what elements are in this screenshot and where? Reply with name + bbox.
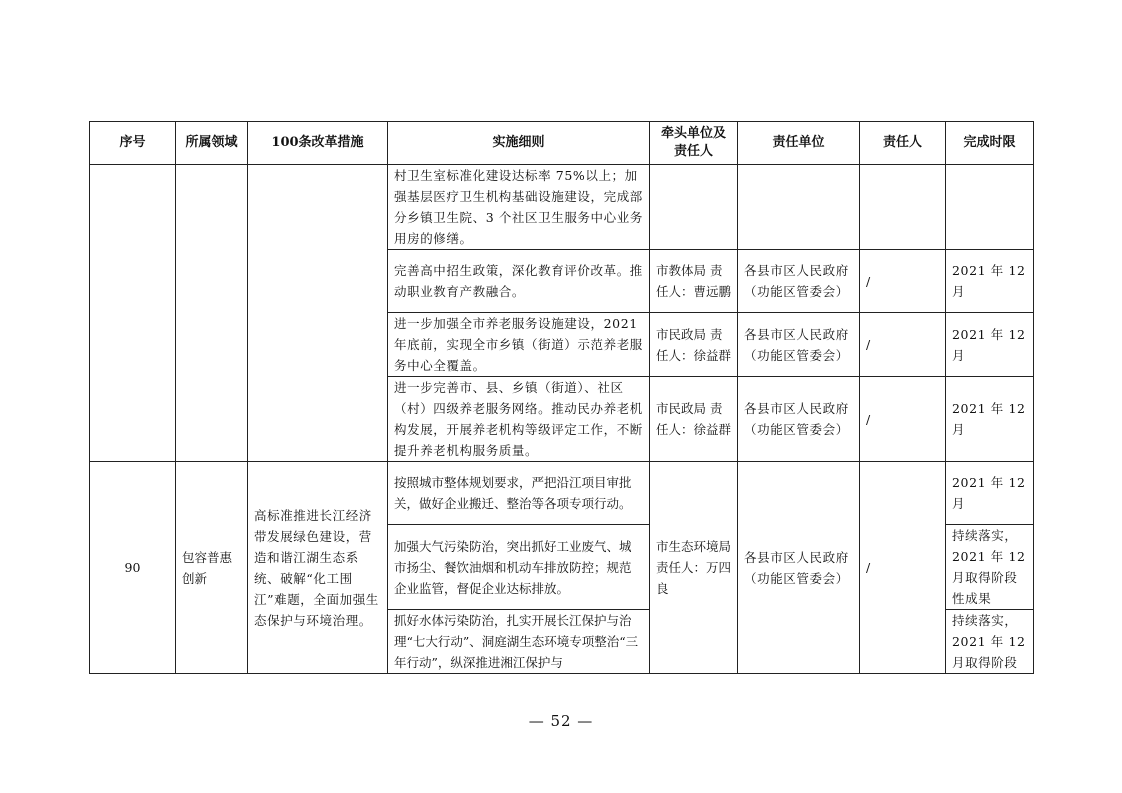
table-row [90,165,1034,250]
details-cell: 村卫生室标准化建设达标率 75%以上；加强基层医疗卫生机构基础设施建设，完成部分乡镇卫生院、3 个社区卫生服务中心业务用房的修缮。 [388,165,650,250]
details-cell: 加强大气污染防治，突出抓好工业废气、城市扬尘、餐饮油烟和机动车排放防控；规范企业监管，督促企业达标排放。 [388,525,650,610]
reform-measures-table [89,121,1034,674]
measure-cell-empty [248,165,388,462]
seq-cell: 90 [90,462,176,674]
page-number: — 52 — [528,712,594,730]
details-cell: 进一步加强全市养老服务设施建设，2021年底前，实现全市乡镇（街道）示范养老服务中心全覆盖。 [388,313,650,377]
header-seq: 序号 [90,122,176,165]
header-deadline: 完成时限 [946,122,1034,165]
resp-person-cell: / [860,377,946,462]
domain-cell-empty [176,165,248,462]
header-resp-unit: 责任单位 [738,122,860,165]
resp-person-cell: / [860,250,946,313]
resp-unit-cell: 各县市区人民政府（功能区管委会） [738,462,860,674]
unit-cell-empty [738,165,860,250]
details-cell: 进一步完善市、县、乡镇（街道）、社区（村）四级养老服务网络。推动民办养老机构发展，开展养老机构等级评定工作，不断提升养老机构服务质量。 [388,377,650,462]
details-cell: 抓好水体污染防治，扎实开展长江保护与治理“七大行动”、洞庭湖生态环境专项整治“三年行动”，纵深推进湘江保护与 [388,610,650,674]
header-lead: 牵头单位及责任人 [650,122,738,165]
resp-unit-cell: 各县市区人民政府（功能区管委会） [738,313,860,377]
table-row [90,462,1034,525]
seq-cell-empty [90,165,176,462]
lead-cell-empty [650,165,738,250]
deadline-cell: 2021 年 12 月 [946,462,1034,525]
deadline-cell: 2021 年 12 月 [946,250,1034,313]
header-details: 实施细则 [388,122,650,165]
lead-cell: 市民政局 责任人：徐益群 [650,313,738,377]
deadline-cell: 2021 年 12 月 [946,377,1034,462]
person-cell-empty [860,165,946,250]
lead-cell: 市生态环境局 责任人：万四良 [650,462,738,674]
deadline-cell: 2021 年 12 月 [946,313,1034,377]
details-cell: 完善高中招生政策，深化教育评价改革。推动职业教育产教融合。 [388,250,650,313]
header-row [90,122,1034,165]
header-domain: 所属领域 [176,122,248,165]
deadline-cell-empty [946,165,1034,250]
header-resp-person: 责任人 [860,122,946,165]
lead-cell: 市教体局 责任人：曹远鹏 [650,250,738,313]
measure-cell: 高标准推进长江经济带发展绿色建设，营造和谐江湖生态系统、破解“化工围江”难题，全面加强生态保护与环境治理。 [248,462,388,674]
resp-person-cell: / [860,462,946,674]
details-cell: 按照城市整体规划要求，严把沿江项目审批关，做好企业搬迁、整治等各项专项行动。 [388,462,650,525]
header-measure: 100条改革措施 [248,122,388,165]
resp-unit-cell: 各县市区人民政府（功能区管委会） [738,377,860,462]
deadline-cell: 持续落实，2021 年 12 月取得阶段 [946,610,1034,674]
lead-cell: 市民政局 责任人：徐益群 [650,377,738,462]
deadline-cell: 持续落实，2021 年 12 月取得阶段性成果 [946,525,1034,610]
resp-unit-cell: 各县市区人民政府（功能区管委会） [738,250,860,313]
resp-person-cell: / [860,313,946,377]
domain-cell: 包容普惠创新 [176,462,248,674]
